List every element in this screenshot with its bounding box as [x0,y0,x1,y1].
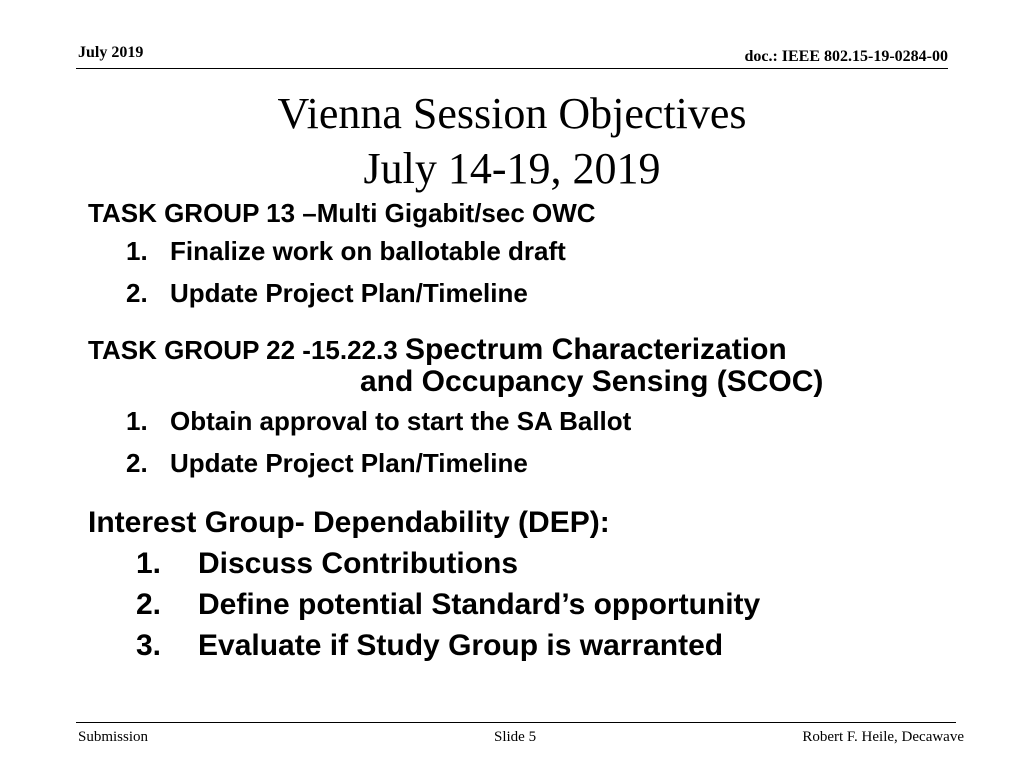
list-number: 1. [126,406,148,436]
header-divider [76,68,948,69]
tg13-heading: TASK GROUP 13 –Multi Gigabit/sec OWC [88,198,596,228]
list-number: 2. [126,448,148,478]
list-text: Define potential Standard’s opportunity [198,588,761,621]
header-date: July 2019 [78,44,144,61]
footer-divider [76,722,956,723]
list-number: 3. [136,629,162,662]
footer-author: Robert F. Heile, Decawave [802,729,964,745]
tg22-heading-prefix: TASK GROUP 22 -15.22.3 [88,335,405,365]
tg22-heading-name: Spectrum Characterization [404,333,787,366]
list-text: Update Project Plan/Timeline [170,448,528,478]
list-text: Finalize work on ballotable draft [170,236,566,266]
tg22-heading [88,334,787,366]
list-number: 2. [126,278,148,308]
tg22-heading-name-line2: and Occupancy Sensing (SCOC) [360,365,824,398]
footer-submission: Submission [78,729,149,745]
list-text: Obtain approval to start the SA Ballot [170,406,632,436]
slide-title: Vienna Session Objectives [277,89,747,138]
list-text: Evaluate if Study Group is warranted [198,629,724,662]
list-text: Update Project Plan/Timeline [170,278,528,308]
dep-heading: Interest Group- Dependability (DEP): [88,506,610,539]
list-number: 1. [136,547,162,580]
footer-slide-number: Slide 5 [494,729,537,745]
tg22-heading-continued [360,366,823,398]
list-number: 1. [126,236,148,266]
slide-subtitle-dates: July 14-19, 2019 [363,144,661,193]
list-number: 2. [136,588,162,621]
header-doc-id: doc.: IEEE 802.15-19-0284-00 [744,48,948,65]
list-text: Discuss Contributions [198,547,519,580]
